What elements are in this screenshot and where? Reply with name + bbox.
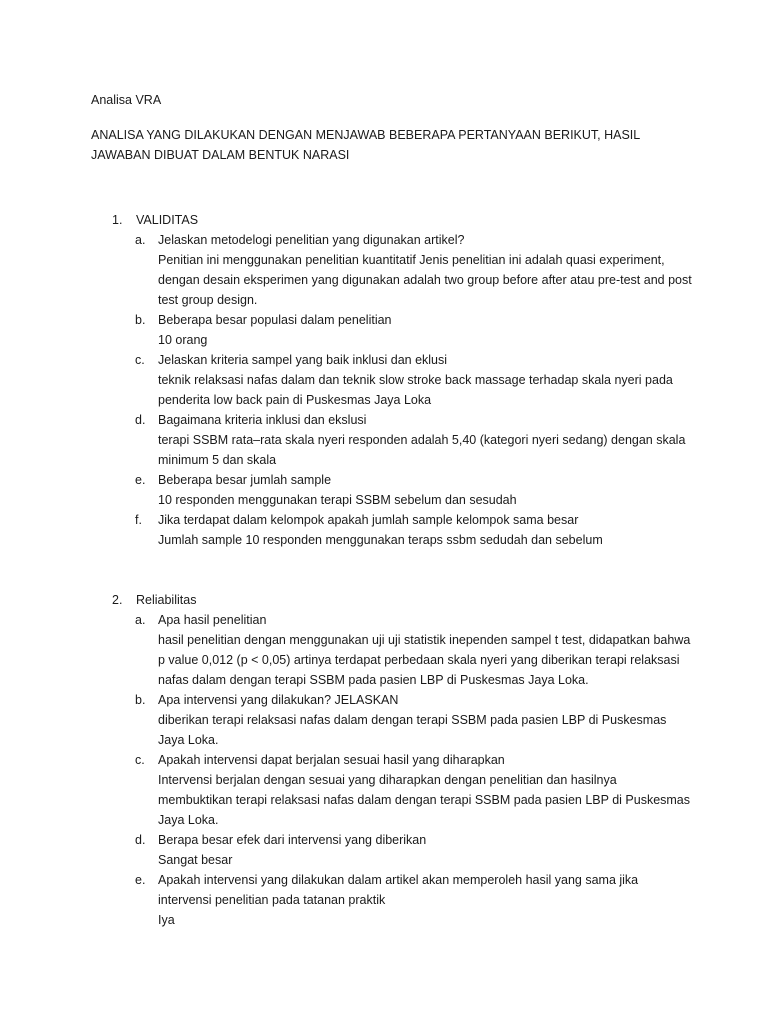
item-question: Berapa besar efek dari intervensi yang diberikan: [158, 833, 427, 847]
item-question: Jelaskan kriteria sampel yang baik inklusi dan eklusi: [158, 353, 448, 367]
section-title: Reliabilitas: [136, 593, 197, 607]
item-letter: d.: [135, 833, 146, 847]
item-letter: c.: [135, 353, 145, 367]
item-question: Apakah intervensi dapat berjalan sesuai hasil yang diharapkan: [158, 753, 505, 767]
item-letter: b.: [135, 693, 146, 707]
item-question: Jelaskan metodelogi penelitian yang digunakan artikel?: [158, 233, 465, 247]
item-question: Beberapa besar jumlah sample: [158, 473, 332, 487]
item-question: Apakah intervensi yang dilakukan dalam artikel akan memperoleh hasil yang sama jika intervensi penelitian pada tatanan praktik: [158, 873, 639, 907]
section-title: VALIDITAS: [136, 213, 199, 227]
intro-paragraph: ANALISA YANG DILAKUKAN DENGAN MENJAWAB BEBERAPA PERTANYAAN BERIKUT, HASIL JAWABAN DIBUAT DALAM BENTUK NARASI: [91, 128, 640, 162]
list-item: [112, 510, 692, 550]
item-letter: e.: [135, 873, 146, 887]
list-item: [112, 690, 692, 750]
item-answer: Iya: [158, 913, 175, 927]
section-heading: [112, 590, 692, 610]
item-question: Apa hasil penelitian: [158, 613, 267, 627]
item-letter: b.: [135, 313, 146, 327]
item-answer: Intervensi berjalan dengan sesuai yang diharapkan dengan penelitian dan hasilnya membuktikan terapi relaksasi nafas dalam dengan terapi SSBM pada pasien LBP di Puskesmas Jaya Loka.: [158, 773, 691, 827]
item-letter: e.: [135, 473, 146, 487]
list-item: [112, 230, 692, 310]
item-answer: 10 responden menggunakan terapi SSBM sebelum dan sesudah: [158, 493, 517, 507]
item-answer: 10 orang: [158, 333, 208, 347]
section-heading: [112, 210, 692, 230]
item-letter: c.: [135, 753, 145, 767]
section-validitas: [112, 210, 692, 550]
item-question: Jika terdapat dalam kelompok apakah jumlah sample kelompok sama besar: [158, 513, 579, 527]
item-answer: hasil penelitian dengan menggunakan uji uji statistik inependen sampel t test, didapatkan bahwa p value 0,012 (p < 0,05) artinya terdapat perbedaan skala nyeri yang diberikan terapi relaksasi nafas dalam dengan terapi SSBM pada pasien LBP di Puskesmas Jaya Loka.: [158, 633, 691, 687]
list-item: [112, 750, 692, 830]
item-letter: a.: [135, 613, 146, 627]
item-question: Apa intervensi yang dilakukan? JELASKAN: [158, 693, 399, 707]
section-reliabilitas: [112, 590, 692, 930]
item-answer: diberikan terapi relaksasi nafas dalam dengan terapi SSBM pada pasien LBP di Puskesmas Jaya Loka.: [158, 713, 667, 747]
document-title: Analisa VRA: [91, 93, 162, 107]
list-item: [112, 310, 692, 350]
item-answer: Sangat besar: [158, 853, 233, 867]
item-letter: d.: [135, 413, 146, 427]
list-item: [112, 410, 692, 470]
item-letter: f.: [135, 513, 142, 527]
list-item: [112, 610, 692, 690]
section-number: 2.: [112, 593, 123, 607]
item-question: Beberapa besar populasi dalam penelitian: [158, 313, 392, 327]
list-item: [112, 470, 692, 510]
list-item: [112, 870, 692, 930]
item-answer: Jumlah sample 10 responden menggunakan teraps ssbm sedudah dan sebelum: [158, 533, 603, 547]
section-number: 1.: [112, 213, 123, 227]
list-item: [112, 830, 692, 870]
item-answer: terapi SSBM rata–rata skala nyeri responden adalah 5,40 (kategori nyeri sedang) dengan skala minimum 5 dan skala: [158, 433, 686, 467]
item-letter: a.: [135, 233, 146, 247]
item-answer: teknik relaksasi nafas dalam dan teknik slow stroke back massage terhadap skala nyeri pada penderita low back pain di Puskesmas Jaya Loka: [158, 373, 673, 407]
item-answer: Penitian ini menggunakan penelitian kuantitatif Jenis penelitian ini adalah quasi experiment, dengan desain eksperimen yang digunakan adalah two group before after atau pre-test and post test group design.: [158, 253, 692, 307]
list-item: [112, 350, 692, 410]
item-question: Bagaimana kriteria inklusi dan ekslusi: [158, 413, 367, 427]
